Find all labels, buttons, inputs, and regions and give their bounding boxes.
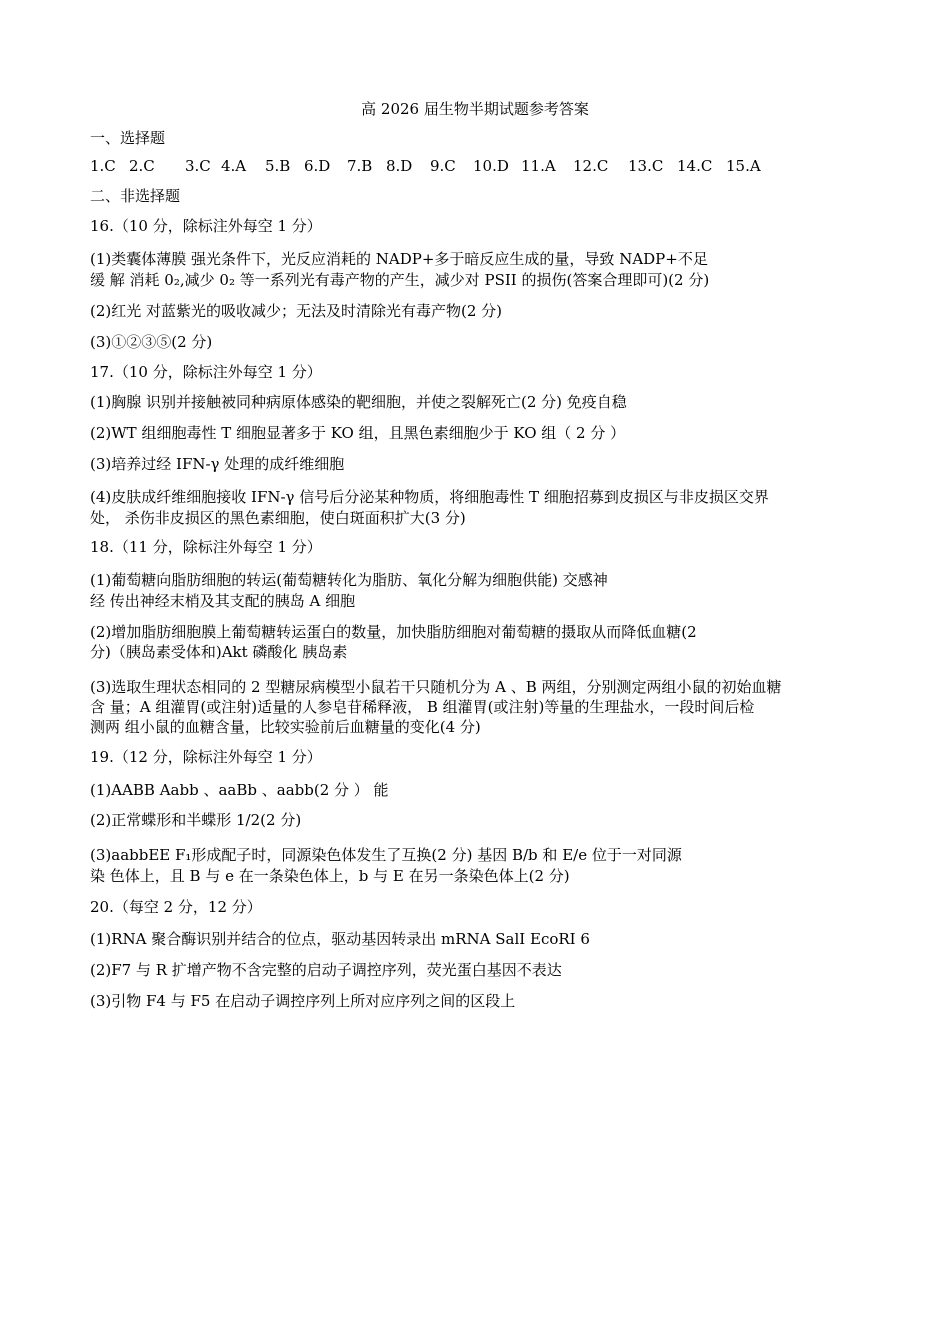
section-choice-heading: 一、选择题 <box>90 129 166 147</box>
mcq-answer: 6.D <box>304 157 331 175</box>
q17-line: (1)胸腺 识别并接触被同种病原体感染的靶细胞，并使之裂解死亡(2 分) 免疫自稳 <box>90 393 627 411</box>
q18-line: (3)选取生理状态相同的 2 型糖尿病模型小鼠若干只随机分为 A 、B 两组，分别测定两组小鼠的初始血糖 <box>90 678 782 696</box>
q18-line: 分)（胰岛素受体和)Akt 磷酸化 胰岛素 <box>90 643 348 661</box>
q17-line: 处， 杀伤非皮损区的黑色素细胞，使白斑面积扩大(3 分) <box>90 509 466 527</box>
mcq-answer: 1.C <box>90 157 116 175</box>
q19-line: (3)aabbEE F₁形成配子时，同源染色体发生了互换(2 分) 基因 B/b 和 E/e 位于一对同源 <box>90 846 682 864</box>
q17-header: 17.（10 分，除标注外每空 1 分） <box>90 363 322 381</box>
mcq-answer: 8.D <box>386 157 413 175</box>
q18-line: 经 传出神经末梢及其支配的胰岛 A 细胞 <box>90 592 356 610</box>
mcq-answer: 10.D <box>473 157 509 175</box>
mcq-answer: 4.A <box>221 157 247 175</box>
q16-line: 缓 解 消耗 0₂,减少 0₂ 等一系列光有毒产物的产生，减少对 PSII 的损伤(答案合理即可)(2 分) <box>90 271 710 289</box>
mcq-answer: 2.C <box>129 157 155 175</box>
q16-line: (1)类囊体薄膜 强光条件下，光反应消耗的 NADP+多于暗反应生成的量，导致 NADP+不足 <box>90 250 708 268</box>
mcq-answer: 7.B <box>347 157 373 175</box>
q18-line: (2)增加脂肪细胞膜上葡萄糖转运蛋白的数量，加快脂肪细胞对葡萄糖的摄取从而降低血糖(2 <box>90 623 697 641</box>
mcq-answer: 12.C <box>573 157 609 175</box>
q17-line: (2)WT 组细胞毒性 T 细胞显著多于 KO 组，且黑色素细胞少于 KO 组（ 2 分 ） <box>90 424 626 442</box>
q18-line: 含 量；A 组灌胃(或注射)适量的人参皂苷稀释液， B 组灌胃(或注射)等量的生理盐水，一段时间后检 <box>90 698 755 716</box>
q18-line: (1)葡萄糖向脂肪细胞的转运(葡萄糖转化为脂肪、氧化分解为细胞供能) 交感神 <box>90 571 608 589</box>
mcq-answer: 14.C <box>677 157 713 175</box>
q16-line: (3)①②③⑤(2 分) <box>90 333 213 351</box>
q18-line: 测两 组小鼠的血糖含量，比较实验前后血糖量的变化(4 分) <box>90 718 481 736</box>
q19-line: 染 色体上，且 B 与 e 在一条染色体上，b 与 E 在另一条染色体上(2 分) <box>90 867 570 885</box>
q19-header: 19.（12 分，除标注外每空 1 分） <box>90 748 322 766</box>
page-title: 高 2026 届生物半期试题参考答案 <box>361 100 589 118</box>
q20-line: (2)F7 与 R 扩增产物不含完整的启动子调控序列，荧光蛋白基因不表达 <box>90 961 562 979</box>
q18-header: 18.（11 分，除标注外每空 1 分） <box>90 538 322 556</box>
mcq-answer: 9.C <box>430 157 456 175</box>
q20-line: (3)引物 F4 与 F5 在启动子调控序列上所对应序列之间的区段上 <box>90 992 516 1010</box>
mcq-answer: 15.A <box>726 157 761 175</box>
q19-line: (1)AABB Aabb 、aaBb 、aabb(2 分 ） 能 <box>90 781 389 799</box>
mcq-answer: 13.C <box>628 157 664 175</box>
mcq-answer: 5.B <box>265 157 291 175</box>
mcq-answer: 11.A <box>521 157 556 175</box>
q20-header: 20.（每空 2 分，12 分） <box>90 898 262 916</box>
q17-line: (3)培养过经 IFN-γ 处理的成纤维细胞 <box>90 455 345 473</box>
section-nonchoice-heading: 二、非选择题 <box>90 187 181 205</box>
q20-line: (1)RNA 聚合酶识别并结合的位点，驱动基因转录出 mRNA SalI EcoRI 6 <box>90 930 590 948</box>
q19-line: (2)正常蝶形和半蝶形 1/2(2 分) <box>90 811 302 829</box>
q16-line: (2)红光 对蓝紫光的吸收减少；无法及时清除光有毒产物(2 分) <box>90 302 503 320</box>
q17-line: (4)皮肤成纤维细胞接收 IFN-γ 信号后分泌某种物质，将细胞毒性 T 细胞招募到皮损区与非皮损区交界 <box>90 488 769 506</box>
mcq-answer: 3.C <box>185 157 211 175</box>
q16-header: 16.（10 分，除标注外每空 1 分） <box>90 217 322 235</box>
